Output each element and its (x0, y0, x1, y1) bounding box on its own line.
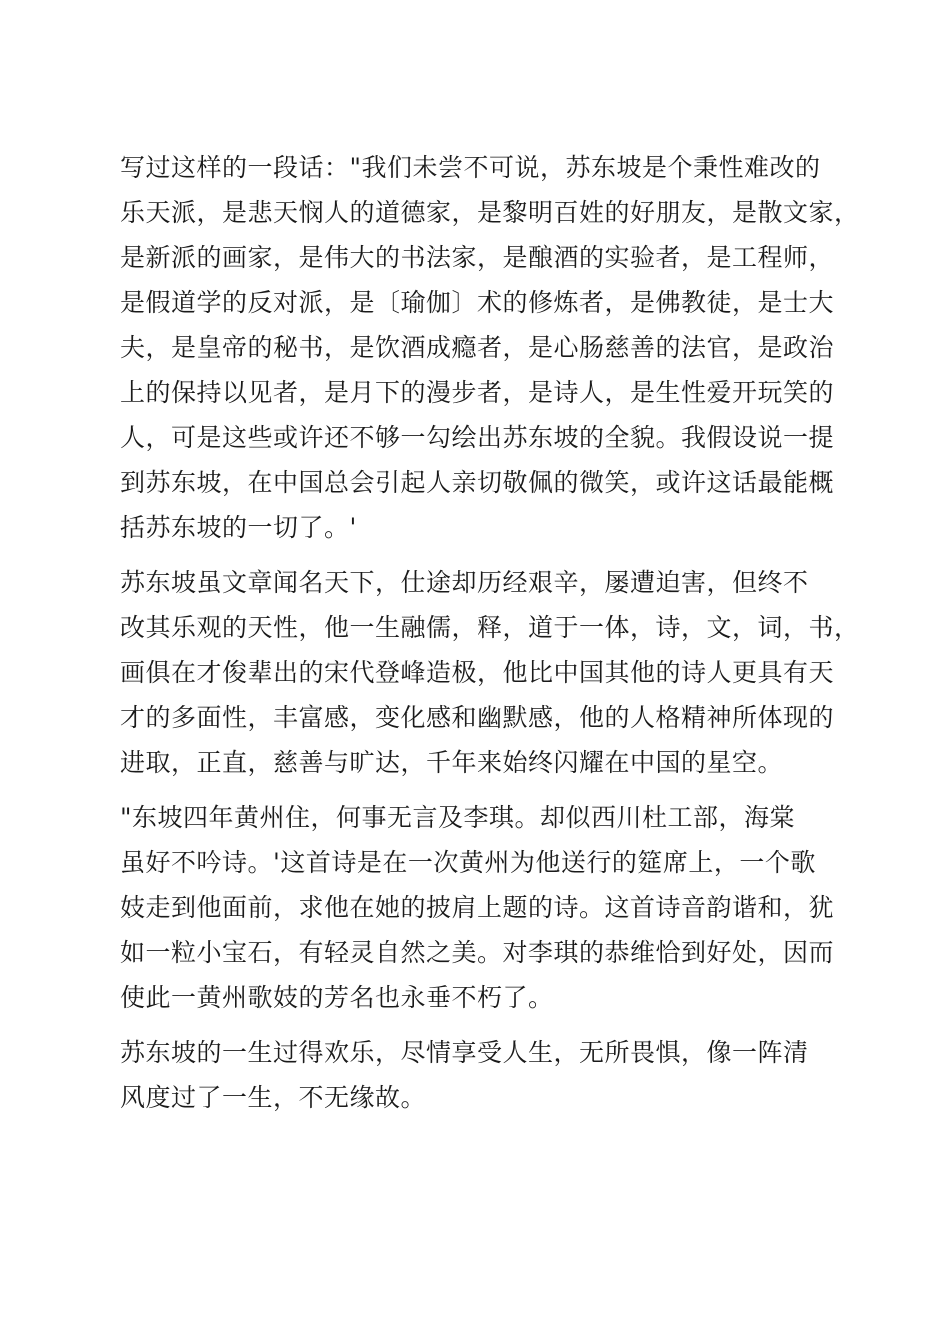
paragraph-3 (120, 795, 840, 1020)
text-line: 画俱在才俊辈出的宋代登峰造极，他比中国其他的诗人更具有天 (120, 658, 835, 687)
text-line: 如一粒小宝石，有轻灵自然之美。对李琪的恭维恰到好处，因而 (120, 938, 835, 967)
text-line: 人，可是这些或许还不够一勾绘出苏东坡的全貌。我假设说一提 (120, 423, 835, 452)
paragraph-spacer (120, 550, 840, 560)
text-line: 括苏东坡的一切了。' (120, 513, 357, 542)
text-line: 夫，是皇帝的秘书，是饮酒成瘾者，是心肠慈善的法官，是政治 (120, 333, 835, 362)
text-line: 到苏东坡，在中国总会引起人亲切敬佩的微笑，或许这话最能概 (120, 468, 835, 497)
text-line: 苏东坡的一生过得欢乐，尽情享受人生，无所畏惧，像一阵清 (120, 1038, 809, 1067)
text-line: 风度过了一生，不无缘故。 (120, 1083, 427, 1112)
text-line: 妓走到他面前，求他在她的披肩上题的诗。这首诗音韵谐和，犹 (120, 893, 835, 922)
text-line: 进取，正直，慈善与旷达，千年来始终闪耀在中国的星空。 (120, 748, 784, 777)
paragraph-2 (120, 560, 860, 785)
text-line: 上的保持以见者，是月下的漫步者，是诗人，是生性爱开玩笑的 (120, 378, 835, 407)
text-line: 虽好不吟诗。'这首诗是在一次黄州为他送行的筵席上，一个歌 (120, 848, 816, 877)
body-text (120, 145, 860, 1120)
text-line: 写过这样的一段话："我们未尝不可说，苏东坡是个秉性难改的 (120, 153, 821, 182)
text-line: 是假道学的反对派，是〔瑜伽〕术的修炼者，是佛教徒，是士大 (120, 288, 835, 317)
text-line: 苏东坡虽文章闻名天下，仕途却历经艰辛，屡遭迫害，但终不 (120, 568, 809, 597)
paragraph-1 (120, 145, 860, 550)
text-line: 乐天派，是悲天悯人的道德家，是黎明百姓的好朋友，是散文家， (120, 198, 860, 227)
text-line: 才的多面性，丰富感，变化感和幽默感，他的人格精神所体现的 (120, 703, 835, 732)
text-line: 改其乐观的天性，他一生融儒，释，道于一体，诗，文，词，书， (120, 613, 860, 642)
text-line: "东坡四年黄州住，何事无言及李琪。却似西川杜工部，海棠 (120, 803, 796, 832)
paragraph-spacer (120, 785, 840, 795)
text-line: 使此一黄州歌妓的芳名也永垂不朽了。 (120, 983, 554, 1012)
paragraph-spacer (120, 1020, 840, 1030)
text-line: 是新派的画家，是伟大的书法家，是酿酒的实验者，是工程师， (120, 243, 835, 272)
paragraph-4 (120, 1030, 840, 1120)
